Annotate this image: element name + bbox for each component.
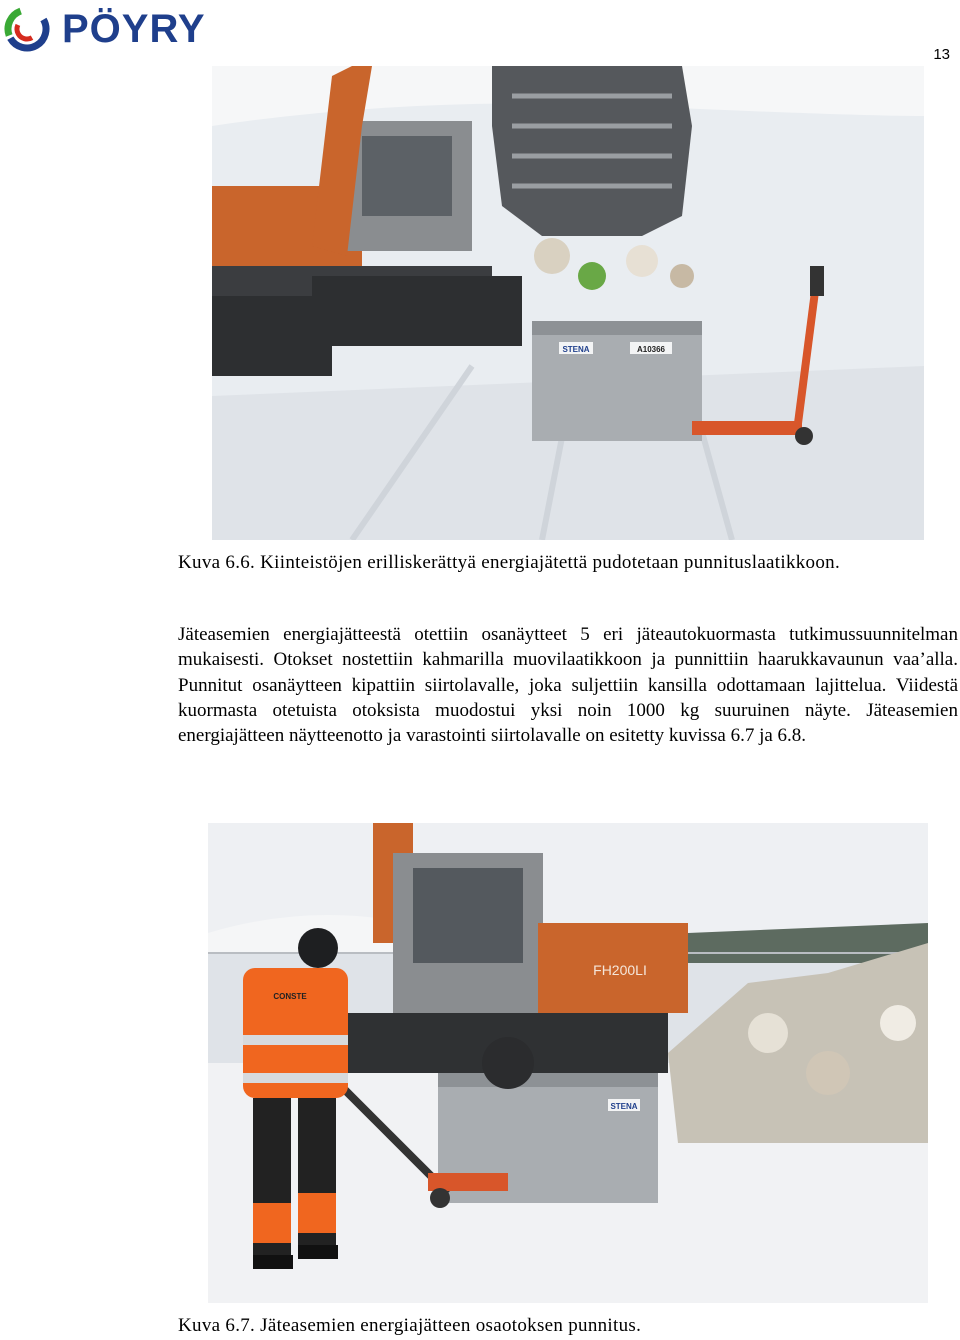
figure-caption-6-6: Kuva 6.6. Kiinteistöjen erilliskerättyä energiajätettä pudotetaan punnituslaatikkoon. <box>178 552 840 573</box>
page-number: 13 <box>933 46 950 63</box>
figure-photo-weighing <box>208 823 928 1303</box>
poyry-swirl-logo-icon <box>4 6 50 52</box>
logo-wordmark: PÖYRY <box>62 7 206 51</box>
company-logo <box>4 6 206 52</box>
box-brand-label: STENA <box>562 345 590 354</box>
box-brand-label-2: STENA <box>610 1102 638 1111</box>
body-paragraph: Jäteasemien energiajätteestä otettiin osanäytteet 5 eri jäteautokuormasta tutkimussuunnitelman mukaisesti. Otokset nostettiin kahmarilla muovilaatikkoon ja punnittiin haarukkavaunun vaa’alla. Punnitut osanäytteen kipattiin siirtolavalle, joka suljettiin kansilla odottamaan lajittelua. Viidestä kuormasta otetuista otoksista muodostui yksi noin 1000 kg suuruinen näyte. Jäteasemien energiajätteen näytteenotto ja varastointi siirtolavalle on esitetty kuvissa 6.7 ja 6.8. <box>178 624 958 747</box>
excavator-photo-illustration <box>212 66 924 540</box>
weighing-photo-illustration <box>208 823 928 1303</box>
figure-photo-excavator <box>212 66 924 540</box>
vest-logo-label: CONSTE <box>273 992 307 1001</box>
figure-caption-6-7: Kuva 6.7. Jäteasemien energiajätteen osaotoksen punnitus. <box>178 1315 642 1336</box>
box-id-label: A10366 <box>636 345 666 354</box>
excavator-model-label: FH200LI <box>593 962 647 978</box>
